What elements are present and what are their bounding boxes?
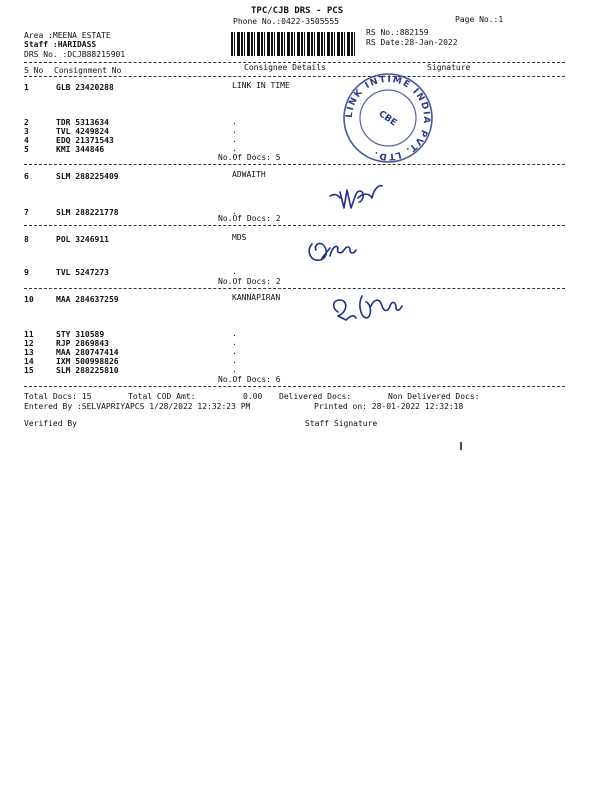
row-consignment: EDQ 21371543 bbox=[56, 136, 114, 145]
printed-on: Printed on: 28-01-2022 12:32:18 bbox=[314, 402, 464, 411]
row-sno: 3 bbox=[24, 127, 29, 136]
dot: . bbox=[232, 347, 237, 356]
row-sno: 5 bbox=[24, 145, 29, 154]
row-consignment: IXM 500998826 bbox=[56, 357, 119, 366]
col-signature: Signature bbox=[427, 63, 471, 72]
row-consignment: RJP 2869843 bbox=[56, 339, 109, 348]
row-sno: 7 bbox=[24, 208, 29, 217]
docs-count: No.Of Docs: 2 bbox=[218, 214, 281, 223]
total-docs: Total Docs: 15 bbox=[24, 392, 92, 401]
delivered-docs: Delivered Docs: bbox=[279, 392, 352, 401]
row-consignment: SLM 288225810 bbox=[56, 366, 119, 375]
row-sno: 15 bbox=[24, 366, 34, 375]
row-sno: 2 bbox=[24, 118, 29, 127]
row-consignment: TVL 4249824 bbox=[56, 127, 109, 136]
docs-count: No.Of Docs: 5 bbox=[218, 153, 281, 162]
dot: . bbox=[232, 365, 237, 374]
dot: . bbox=[232, 207, 237, 216]
col-consignment: Consignment No bbox=[54, 66, 122, 75]
dot: . bbox=[232, 144, 237, 153]
rs-date: RS Date:28-Jan-2022 bbox=[366, 38, 458, 47]
col-consignee: Consignee Details bbox=[244, 63, 326, 72]
dot: . bbox=[232, 338, 237, 347]
row-sno: 9 bbox=[24, 268, 29, 277]
signature-mds bbox=[309, 243, 356, 260]
row-sno: 8 bbox=[24, 235, 29, 244]
total-cod-label: Total COD Amt: bbox=[128, 392, 196, 401]
dot: . bbox=[232, 135, 237, 144]
row-sno: 6 bbox=[24, 172, 29, 181]
non-delivered-docs: Non Delivered Docs: bbox=[388, 392, 480, 401]
rs-number: RS No.:882159 bbox=[366, 28, 429, 37]
col-sno: S No bbox=[24, 66, 44, 75]
row-consignment: TDR 5313634 bbox=[56, 118, 109, 127]
consignee-name: LINK IN TIME bbox=[232, 81, 290, 90]
dot: . bbox=[232, 356, 237, 365]
row-consignment: POL 3246911 bbox=[56, 235, 109, 244]
row-consignment: TVL 5247273 bbox=[56, 268, 109, 277]
total-cod-value: 0.00 bbox=[243, 392, 263, 401]
row-consignment: GLB 23420288 bbox=[56, 83, 114, 92]
signature-adwaith bbox=[330, 186, 382, 209]
row-sno: 13 bbox=[24, 348, 34, 357]
row-consignment: MAA 280747414 bbox=[56, 348, 119, 357]
area-label: Area :MEENA ESTATE bbox=[24, 31, 111, 40]
row-sno: 11 bbox=[24, 330, 34, 339]
row-sno: 1 bbox=[24, 83, 29, 92]
docs-count: No.Of Docs: 6 bbox=[218, 375, 281, 384]
row-consignment: SLM 288221778 bbox=[56, 208, 119, 217]
svg-text:LINK INTIME INDIA PVT. LTD.: LINK INTIME INDIA PVT. LTD. bbox=[344, 74, 432, 162]
entered-by: Entered By :SELVAPRIYAPCS 1/28/2022 12:32:23 PM bbox=[24, 402, 251, 411]
row-sno: 10 bbox=[24, 295, 34, 304]
dot: . bbox=[232, 126, 237, 135]
consignee-name: ADWAITH bbox=[232, 170, 266, 179]
row-sno: 14 bbox=[24, 357, 34, 366]
verified-by: Verified By bbox=[24, 419, 77, 428]
phone-number: Phone No.:0422-3505555 bbox=[233, 17, 339, 26]
row-consignment: KMI 344846 bbox=[56, 145, 105, 154]
consignee-name: MDS bbox=[232, 233, 247, 242]
row-consignment: MAA 284637259 bbox=[56, 295, 119, 304]
row-consignment: STY 310589 bbox=[56, 330, 105, 339]
company-stamp bbox=[344, 74, 432, 162]
staff-label: Staff :HARIDASS bbox=[24, 40, 97, 49]
dot: . bbox=[232, 267, 237, 276]
dot: . bbox=[232, 117, 237, 126]
drs-number: DRS No. :DCJB88215901 bbox=[24, 50, 126, 59]
docs-count: No.Of Docs: 2 bbox=[218, 277, 281, 286]
row-consignment: SLM 288225409 bbox=[56, 172, 119, 181]
row-sno: 4 bbox=[24, 136, 29, 145]
page-number: Page No.:1 bbox=[455, 15, 504, 24]
document-title: TPC/CJB DRS - PCS bbox=[251, 6, 344, 16]
row-sno: 12 bbox=[24, 339, 34, 348]
staff-signature-label: Staff Signature bbox=[305, 419, 378, 428]
consignee-name: KANNAPIRAN bbox=[232, 293, 281, 302]
signature-kannapiran bbox=[334, 296, 402, 320]
svg-text:CBE: CBE bbox=[376, 109, 399, 129]
dot: . bbox=[232, 329, 237, 338]
